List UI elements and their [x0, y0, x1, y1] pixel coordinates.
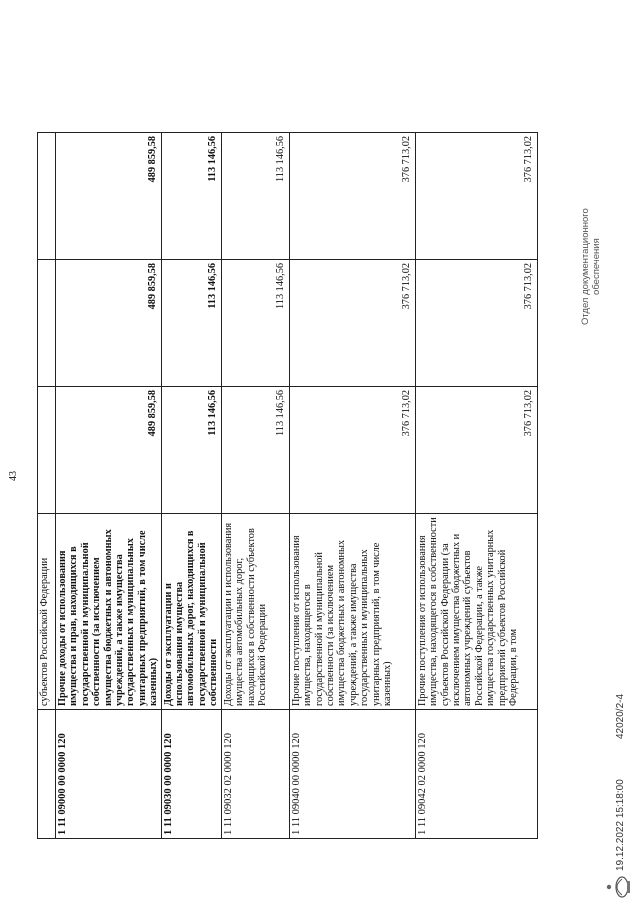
table-row [289, 133, 415, 839]
table-row [221, 133, 289, 839]
row-code [38, 710, 56, 839]
row-description: Доходы от эксплуатации и использования имущества автомобильных дорог, находящихся в собственности субъектов Российской Федерации [221, 514, 289, 710]
row-value-1: 113 146,56 [221, 387, 289, 514]
row-value-1: 489 859,58 [56, 387, 162, 514]
row-code: 1 11 09030 00 0000 120 [161, 710, 221, 839]
department-stamp [580, 208, 602, 325]
row-value-2: 489 859,58 [56, 260, 162, 387]
row-value-2: 376 713,02 [415, 260, 537, 387]
footer-doc-code: 42020/2-4 [615, 693, 626, 739]
row-value-3: 489 859,58 [56, 133, 162, 260]
row-value-3: 376 713,02 [289, 133, 415, 260]
row-description: Прочие доходы от использования имущества и прав, находящихся в государственной и муниципальной собственности (за исключением имущества бюджетных и автономных учреждений, а также имущества государственных и муниципальных унитарных предприятий, в том числе казенных) [56, 514, 162, 710]
stamp-line-2: обеспечения [591, 238, 602, 295]
row-code: 1 11 09040 00 0000 120 [289, 710, 415, 839]
table-row [38, 133, 56, 839]
row-value-1: 376 713,02 [415, 387, 537, 514]
row-value-1: 376 713,02 [289, 387, 415, 514]
row-value-1 [38, 387, 56, 514]
row-code: 1 11 09032 02 0000 120 [221, 710, 289, 839]
row-value-3: 113 146,56 [221, 133, 289, 260]
row-value-2 [38, 260, 56, 387]
row-value-3: 113 146,56 [161, 133, 221, 260]
row-code: 1 11 09042 02 0000 120 [415, 710, 537, 839]
table-row [415, 133, 537, 839]
footer-datetime: 19.12.2022 15:18:00 [615, 779, 626, 871]
row-description: Прочие поступления от использования имущества, находящегося в государственной и муниципальной собственности (за исключением имущества бюджетных и автономных учреждений, а также имущества государственных и муниципальных унитарных предприятий, в том числе казенных) [289, 514, 415, 710]
sed-logo-icon [602, 875, 634, 899]
budget-table [37, 132, 538, 839]
row-value-3 [38, 133, 56, 260]
row-value-2: 376 713,02 [289, 260, 415, 387]
table-row [56, 133, 162, 839]
row-value-1: 113 146,56 [161, 387, 221, 514]
row-value-2: 113 146,56 [221, 260, 289, 387]
row-value-2: 113 146,56 [161, 260, 221, 387]
row-code: 1 11 09000 00 0000 120 [56, 710, 162, 839]
row-description: Прочие поступления от использования имущества, находящегося в собственности субъектов Российской Федерации (за исключением имущества бюджетных и автономных учреждений субъектов Российской Федерации, а также имущества государственных унитарных предприятий субъектов Российской Федерации, в том [415, 514, 537, 710]
row-description: субъектов Российской Федерации [38, 514, 56, 710]
page-number: 43 [8, 471, 19, 481]
stamp-line-1: Отдел документационного [580, 208, 591, 325]
row-description: Доходы от эксплуатации и использования имущества автомобильных дорог, находящихся в государственной и муниципальной собственности [161, 514, 221, 710]
table-row [161, 133, 221, 839]
row-value-3: 376 713,02 [415, 133, 537, 260]
